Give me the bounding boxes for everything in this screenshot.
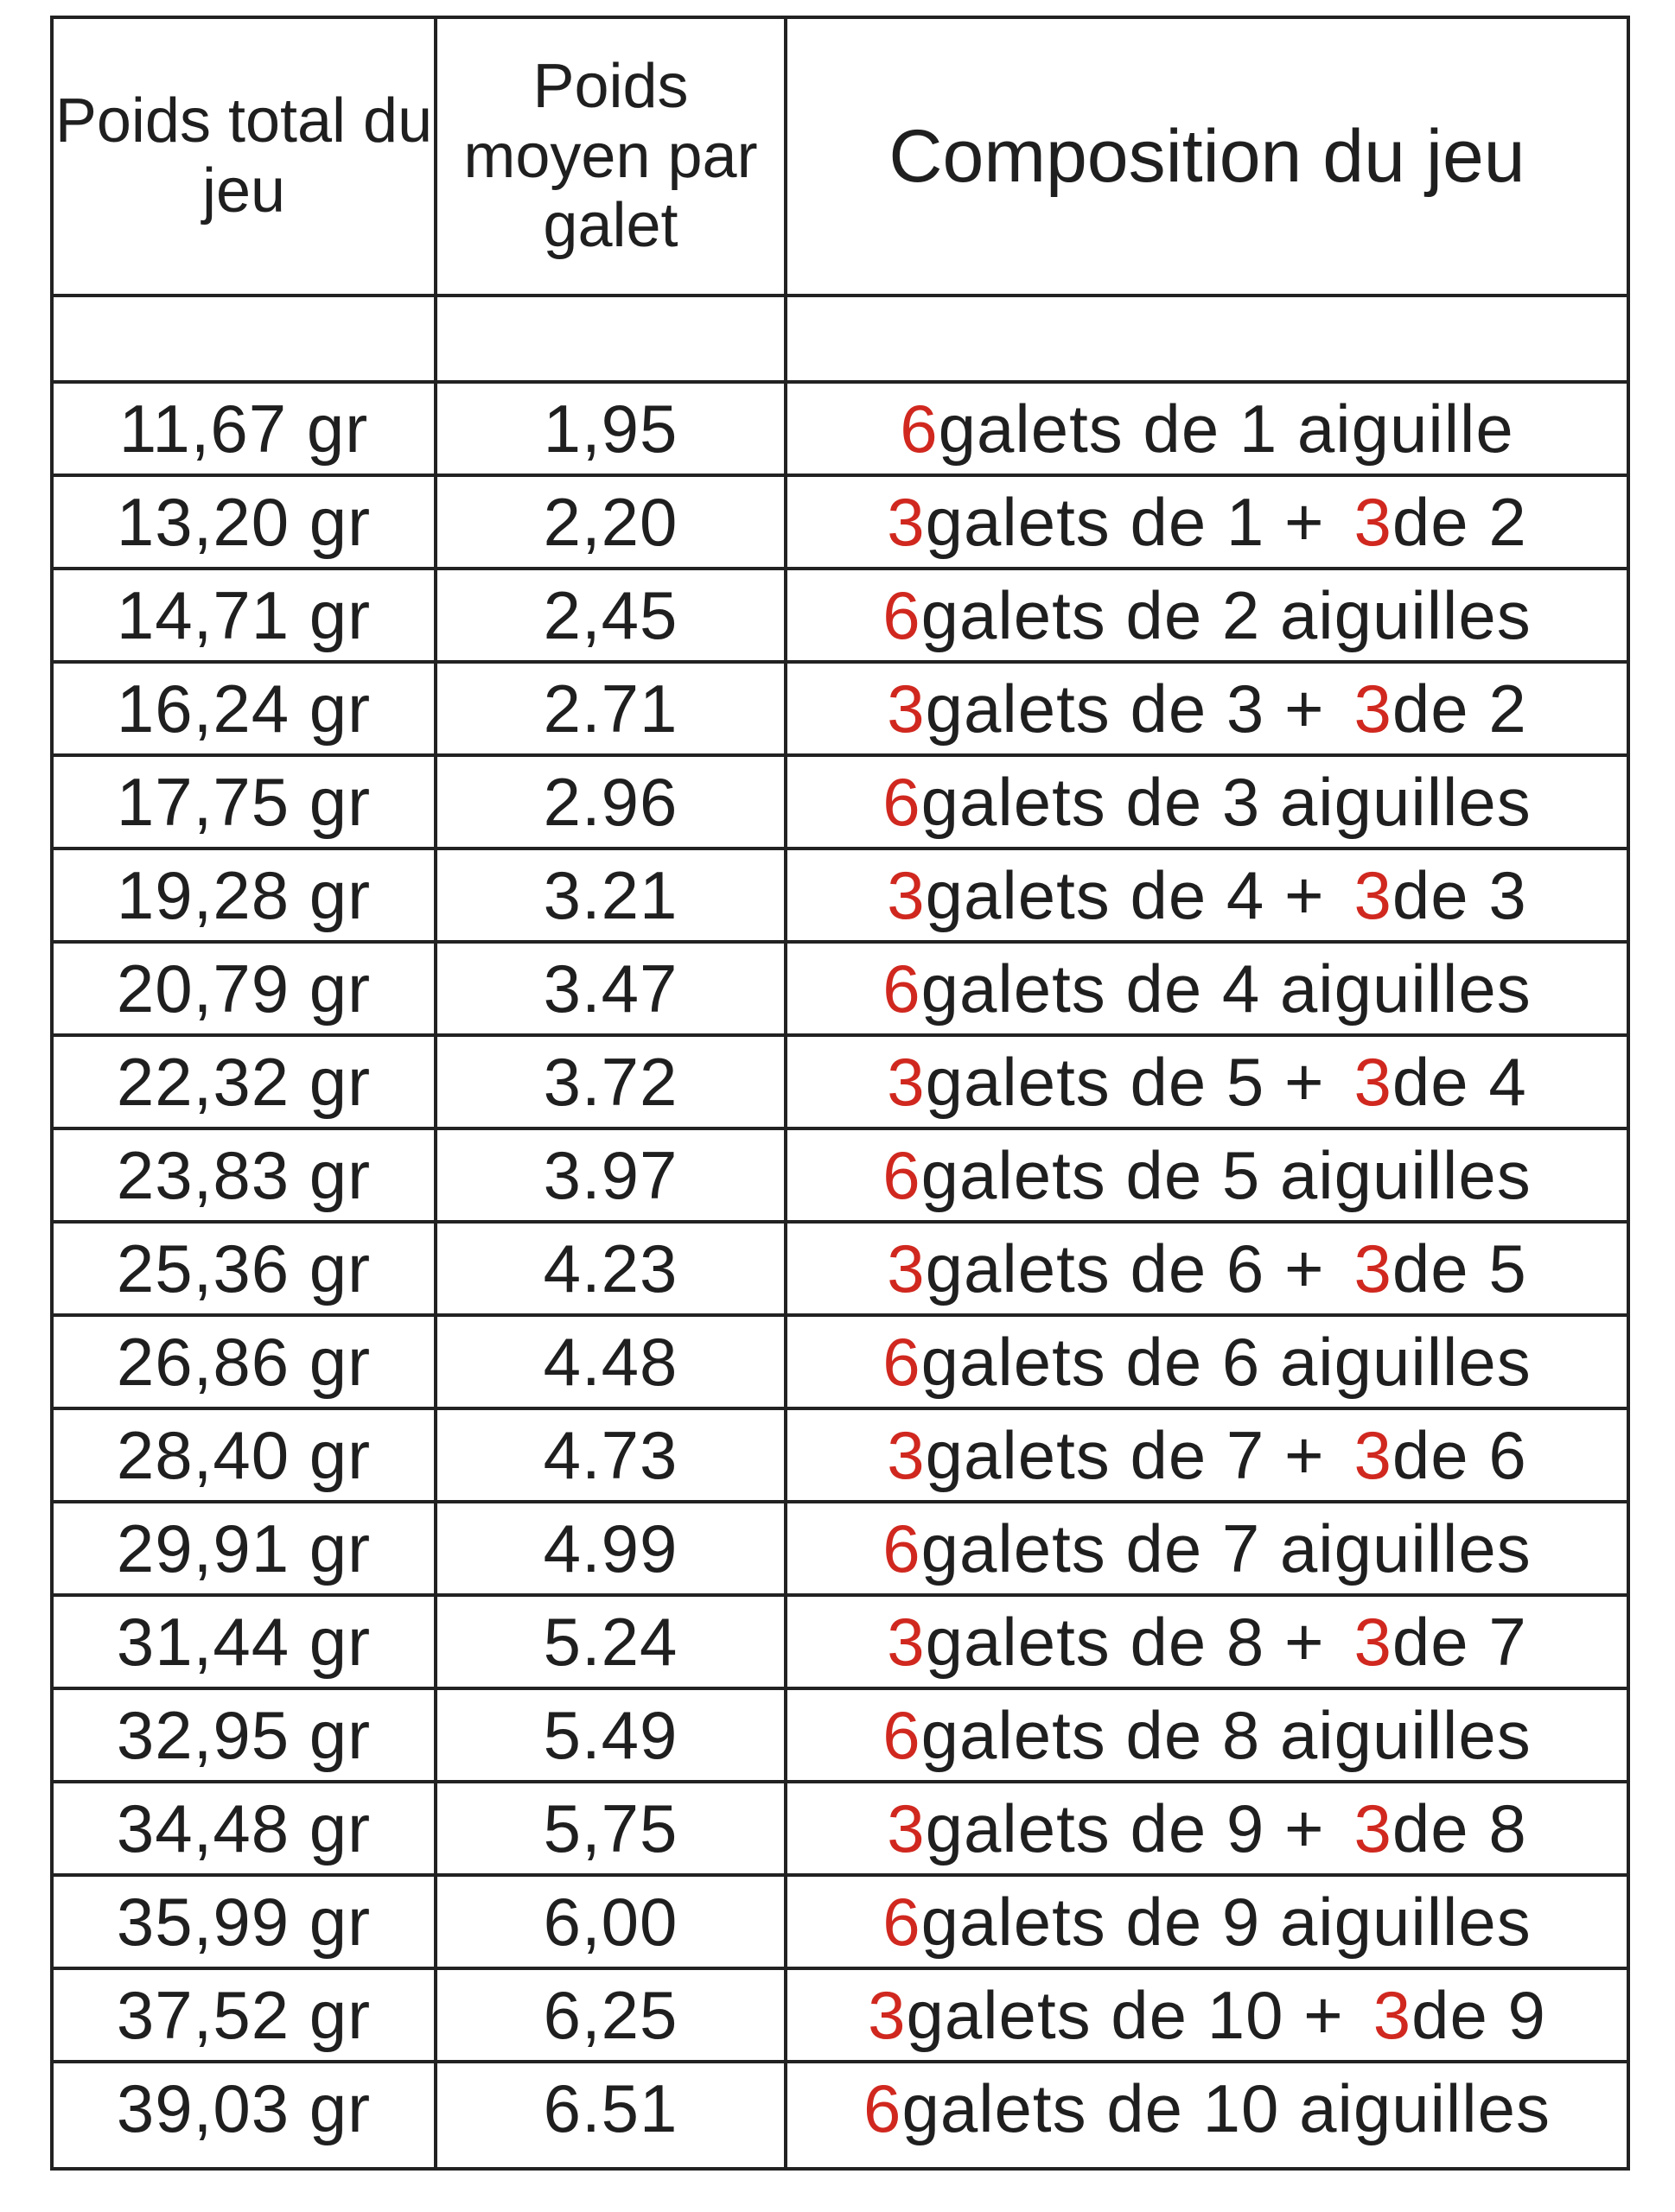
composition-cell [787, 1690, 1627, 1780]
total-weight-cell: 13,20 gr [116, 483, 372, 560]
composition-text: galets de 9 aiguilles [920, 1883, 1532, 1960]
average-weight-cell: 2.96 [543, 763, 678, 840]
stone-count-red: 3 [887, 1416, 926, 1493]
composition-text: galets de 10 + [906, 1976, 1344, 2053]
average-weight-cell: 3.72 [543, 1043, 678, 1120]
stone-count-red: 3 [1353, 1043, 1392, 1120]
average-weight-cell: 3.47 [543, 950, 678, 1027]
total-weight-cell: 28,40 gr [116, 1416, 372, 1493]
average-weight-cell: 6,00 [543, 1883, 678, 1960]
composition-cell [787, 1037, 1627, 1127]
composition-text: de 2 [1392, 670, 1527, 747]
stone-count-red: 6 [882, 1510, 921, 1586]
composition-cell [787, 1970, 1627, 2060]
composition-text: de 9 [1411, 1976, 1546, 2053]
composition-text: galets de 3 + [925, 670, 1325, 747]
average-weight-cell: 3.21 [543, 856, 678, 933]
stone-count-red: 3 [887, 1789, 926, 1866]
composition-cell [787, 1783, 1627, 1873]
total-weight-cell: 26,86 gr [116, 1323, 372, 1400]
stone-count-red: 6 [882, 950, 921, 1027]
composition-text: galets de 1 + [925, 483, 1325, 560]
stone-count-red: 3 [887, 856, 926, 933]
blank-cell [54, 297, 434, 380]
composition-cell [787, 384, 1627, 474]
stone-count-red: 3 [868, 1976, 907, 2053]
composition-text: galets de 5 aiguilles [920, 1136, 1532, 1213]
total-weight-cell: 11,67 gr [118, 390, 369, 467]
stone-count-red: 6 [900, 390, 939, 467]
composition-text: galets de 5 + [925, 1043, 1325, 1120]
composition-text: galets de 6 + [925, 1230, 1325, 1306]
composition-text: galets de 6 aiguilles [920, 1323, 1532, 1400]
stone-count-red: 3 [1353, 670, 1392, 747]
composition-text: galets de 10 aiguilles [901, 2069, 1551, 2146]
stone-count-red: 3 [887, 1230, 926, 1306]
average-weight-cell: 2,45 [543, 576, 678, 653]
composition-text: de 7 [1392, 1603, 1527, 1680]
average-weight-cell: 3.97 [543, 1136, 678, 1213]
composition-text: de 4 [1392, 1043, 1527, 1120]
composition-text: de 5 [1392, 1230, 1527, 1306]
total-weight-cell: 32,95 gr [116, 1696, 372, 1773]
composition-cell [787, 944, 1627, 1033]
total-weight-cell: 25,36 gr [116, 1230, 372, 1306]
composition-cell [787, 850, 1627, 940]
stone-count-red: 6 [882, 576, 921, 653]
stone-count-red: 3 [887, 670, 926, 747]
average-weight-cell: 6.51 [543, 2069, 678, 2146]
composition-cell [787, 477, 1627, 567]
stone-count-red: 3 [887, 1603, 926, 1680]
header-total-weight: Poids total du jeu [54, 86, 433, 226]
stone-count-red: 3 [1353, 856, 1392, 933]
stone-count-red: 6 [882, 1323, 921, 1400]
composition-cell [787, 1597, 1627, 1687]
composition-text: galets de 2 aiguilles [920, 576, 1532, 653]
weights-table [50, 16, 1630, 2171]
composition-text: galets de 4 + [925, 856, 1325, 933]
header-composition: Composition du jeu [888, 114, 1525, 198]
composition-text: de 2 [1392, 483, 1527, 560]
composition-text: galets de 1 aiguille [938, 390, 1514, 467]
average-weight-cell: 4.48 [543, 1323, 678, 1400]
total-weight-cell: 14,71 gr [116, 576, 372, 653]
average-weight-cell: 5.24 [543, 1603, 678, 1680]
average-weight-cell: 6,25 [543, 1976, 678, 2053]
stone-count-red: 3 [1353, 1416, 1392, 1493]
composition-cell [787, 1877, 1627, 1967]
composition-text: galets de 3 aiguilles [920, 763, 1532, 840]
total-weight-cell: 19,28 gr [116, 856, 372, 933]
composition-text: galets de 7 + [925, 1416, 1325, 1493]
composition-text: galets de 7 aiguilles [920, 1510, 1532, 1586]
average-weight-cell: 4.73 [543, 1416, 678, 1493]
composition-text: de 8 [1392, 1789, 1527, 1866]
composition-cell [787, 664, 1627, 753]
total-weight-cell: 34,48 gr [116, 1789, 372, 1866]
composition-text: galets de 4 aiguilles [920, 950, 1532, 1027]
total-weight-cell: 35,99 gr [116, 1883, 372, 1960]
average-weight-cell: 2,20 [543, 483, 678, 560]
stone-count-red: 3 [1353, 1789, 1392, 1866]
total-weight-cell: 29,91 gr [116, 1510, 372, 1586]
composition-text: galets de 9 + [925, 1789, 1325, 1866]
stone-count-red: 3 [1353, 1603, 1392, 1680]
blank-cell [787, 297, 1627, 380]
composition-cell [787, 1410, 1627, 1500]
stone-count-red: 6 [882, 1136, 921, 1213]
stone-count-red: 3 [1353, 483, 1392, 560]
composition-cell [787, 1317, 1627, 1407]
total-weight-cell: 20,79 gr [116, 950, 372, 1027]
stone-count-red: 6 [882, 1696, 921, 1773]
stone-count-red: 3 [887, 483, 926, 560]
total-weight-cell: 17,75 gr [116, 763, 372, 840]
total-weight-cell: 23,83 gr [116, 1136, 372, 1213]
total-weight-cell: 22,32 gr [116, 1043, 372, 1120]
total-weight-cell: 37,52 gr [116, 1976, 372, 2053]
average-weight-cell: 4.99 [543, 1510, 678, 1586]
stone-count-red: 3 [887, 1043, 926, 1120]
average-weight-cell: 5.49 [543, 1696, 678, 1773]
composition-text: de 6 [1392, 1416, 1527, 1493]
average-weight-cell: 4.23 [543, 1230, 678, 1306]
stone-count-red: 3 [1372, 1976, 1412, 2053]
stone-count-red: 3 [1353, 1230, 1392, 1306]
stone-count-red: 6 [863, 2069, 902, 2146]
composition-cell [787, 1224, 1627, 1313]
total-weight-cell: 39,03 gr [116, 2069, 372, 2146]
composition-cell [787, 1503, 1627, 1593]
stone-count-red: 6 [882, 763, 921, 840]
blank-cell [437, 297, 784, 380]
total-weight-cell: 16,24 gr [116, 670, 372, 747]
composition-cell [787, 2063, 1627, 2153]
header-average-weight: Poids moyen par galet [463, 52, 758, 261]
composition-text: galets de 8 aiguilles [920, 1696, 1532, 1773]
composition-cell [787, 1130, 1627, 1220]
average-weight-cell: 5,75 [543, 1789, 678, 1866]
composition-text: de 3 [1392, 856, 1527, 933]
average-weight-cell: 2.71 [543, 670, 678, 747]
composition-text: galets de 8 + [925, 1603, 1325, 1680]
composition-cell [787, 757, 1627, 847]
average-weight-cell: 1,95 [543, 390, 678, 467]
stone-count-red: 6 [882, 1883, 921, 1960]
composition-cell [787, 570, 1627, 660]
total-weight-cell: 31,44 gr [116, 1603, 372, 1680]
